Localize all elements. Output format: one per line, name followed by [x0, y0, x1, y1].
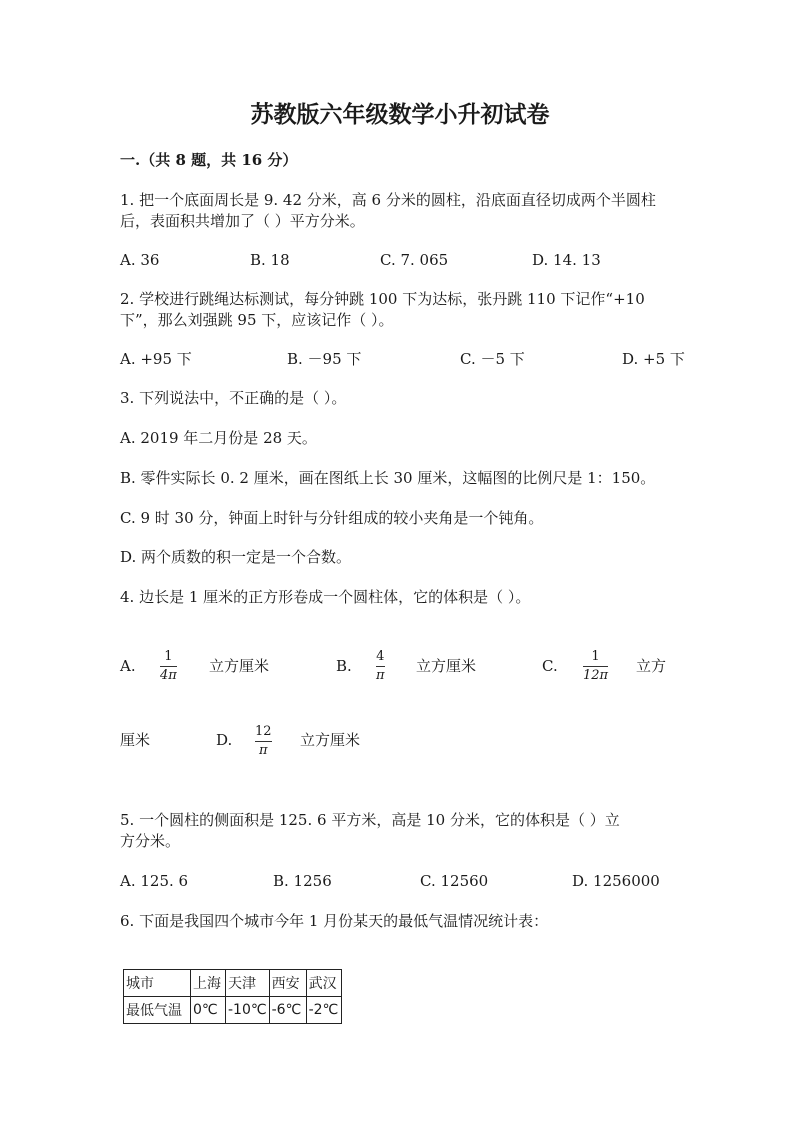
q1-option-b: B. 18 — [250, 251, 290, 269]
q4-option-a-unit: 立方厘米 — [209, 657, 270, 675]
q2-option-b: B. －95 下 — [287, 350, 362, 368]
q3-option-c: C. 9 时 30 分，钟面上时针与分针组成的较小夹角是一个钝角。 — [120, 509, 544, 527]
fraction-denominator: π — [259, 743, 268, 758]
q6-stem: 6. 下面是我国四个城市今年 1 月份某天的最低气温情况统计表： — [120, 912, 549, 930]
table-row — [124, 997, 342, 1024]
q3-option-a: A. 2019 年二月份是 28 天。 — [120, 429, 317, 447]
q4-option-d-fraction — [255, 724, 272, 759]
q1-option-d: D. 14. 13 — [532, 251, 601, 269]
fraction-numerator: 1 — [164, 649, 173, 664]
fraction-denominator: 12π — [583, 668, 609, 683]
q4-option-b-fraction — [376, 649, 385, 684]
q4-stem: 4. 边长是 1 厘米的正方形卷成一个圆柱体，它的体积是（ ）。 — [120, 588, 531, 606]
fraction-bar — [255, 741, 272, 742]
q1-stem-line2: 后，表面积共增加了（ ）平方分米。 — [120, 212, 365, 230]
q4-option-c-unit-cont: 厘米 — [120, 731, 151, 749]
fraction-denominator: π — [376, 668, 385, 683]
table-cell: -2℃ — [306, 997, 341, 1024]
fraction-denominator: 4π — [160, 668, 177, 683]
fraction-numerator: 12 — [255, 724, 272, 739]
q3-option-d: D. 两个质数的积一定是一个合数。 — [120, 548, 352, 566]
table-cell: 西安 — [269, 970, 306, 997]
q5-option-a: A. 125. 6 — [120, 872, 189, 890]
q2-stem-line1: 2. 学校进行跳绳达标测试，每分钟跳 100 下为达标，张丹跳 110 下记作“+10 — [120, 290, 645, 308]
table-cell: 城市 — [124, 970, 191, 997]
q2-option-d: D. +5 下 — [622, 350, 685, 368]
q2-stem-line2: 下”，那么刘强跳 95 下，应该记作（ ）。 — [120, 311, 394, 329]
section-heading: 一.（共 8 题，共 16 分） — [120, 151, 298, 169]
table-cell: -10℃ — [226, 997, 270, 1024]
table-cell: 0℃ — [191, 997, 226, 1024]
q5-option-c: C. 12560 — [420, 872, 489, 890]
fraction-numerator: 1 — [591, 649, 600, 664]
q2-option-a: A. +95 下 — [120, 350, 192, 368]
q3-option-b: B. 零件实际长 0. 2 厘米，画在图纸上长 30 厘米，这幅图的比例尺是 1：150。 — [120, 469, 656, 487]
q4-option-c-label: C. — [542, 657, 558, 675]
q1-option-a: A. 36 — [120, 251, 160, 269]
table-cell: -6℃ — [269, 997, 306, 1024]
q5-option-b: B. 1256 — [273, 872, 332, 890]
q2-option-c: C. －5 下 — [460, 350, 525, 368]
q5-stem-line1: 5. 一个圆柱的侧面积是 125. 6 平方米，高是 10 分米，它的体积是（ ）立 — [120, 811, 620, 829]
q4-option-c-unit: 立方 — [636, 657, 667, 675]
temperature-table — [123, 969, 342, 1024]
q4-option-c-fraction — [583, 649, 608, 684]
table-cell: 武汉 — [306, 970, 341, 997]
q4-option-a-fraction — [160, 649, 177, 684]
q3-stem: 3. 下列说法中，不正确的是（ ）。 — [120, 389, 347, 407]
fraction-numerator: 4 — [376, 649, 385, 664]
q5-stem-line2: 方分米。 — [120, 832, 181, 850]
q5-option-d: D. 1256000 — [572, 872, 660, 890]
fraction-bar — [583, 666, 608, 667]
q1-stem-line1: 1. 把一个底面周长是 9. 42 分米，高 6 分米的圆柱，沿底面直径切成两个半圆柱 — [120, 191, 656, 209]
q4-option-b-label: B. — [336, 657, 352, 675]
q4-option-d-unit: 立方厘米 — [300, 731, 361, 749]
table-row — [124, 970, 342, 997]
table-cell: 上海 — [191, 970, 226, 997]
fraction-bar — [160, 666, 177, 667]
q4-option-a-label: A. — [120, 657, 136, 675]
q1-option-c: C. 7. 065 — [380, 251, 449, 269]
q4-option-b-unit: 立方厘米 — [416, 657, 477, 675]
page-title: 苏教版六年级数学小升初试卷 — [250, 101, 550, 128]
table-cell: 最低气温 — [124, 997, 191, 1024]
table-cell: 天津 — [226, 970, 270, 997]
fraction-bar — [376, 666, 385, 667]
q4-option-d-label: D. — [216, 731, 233, 749]
